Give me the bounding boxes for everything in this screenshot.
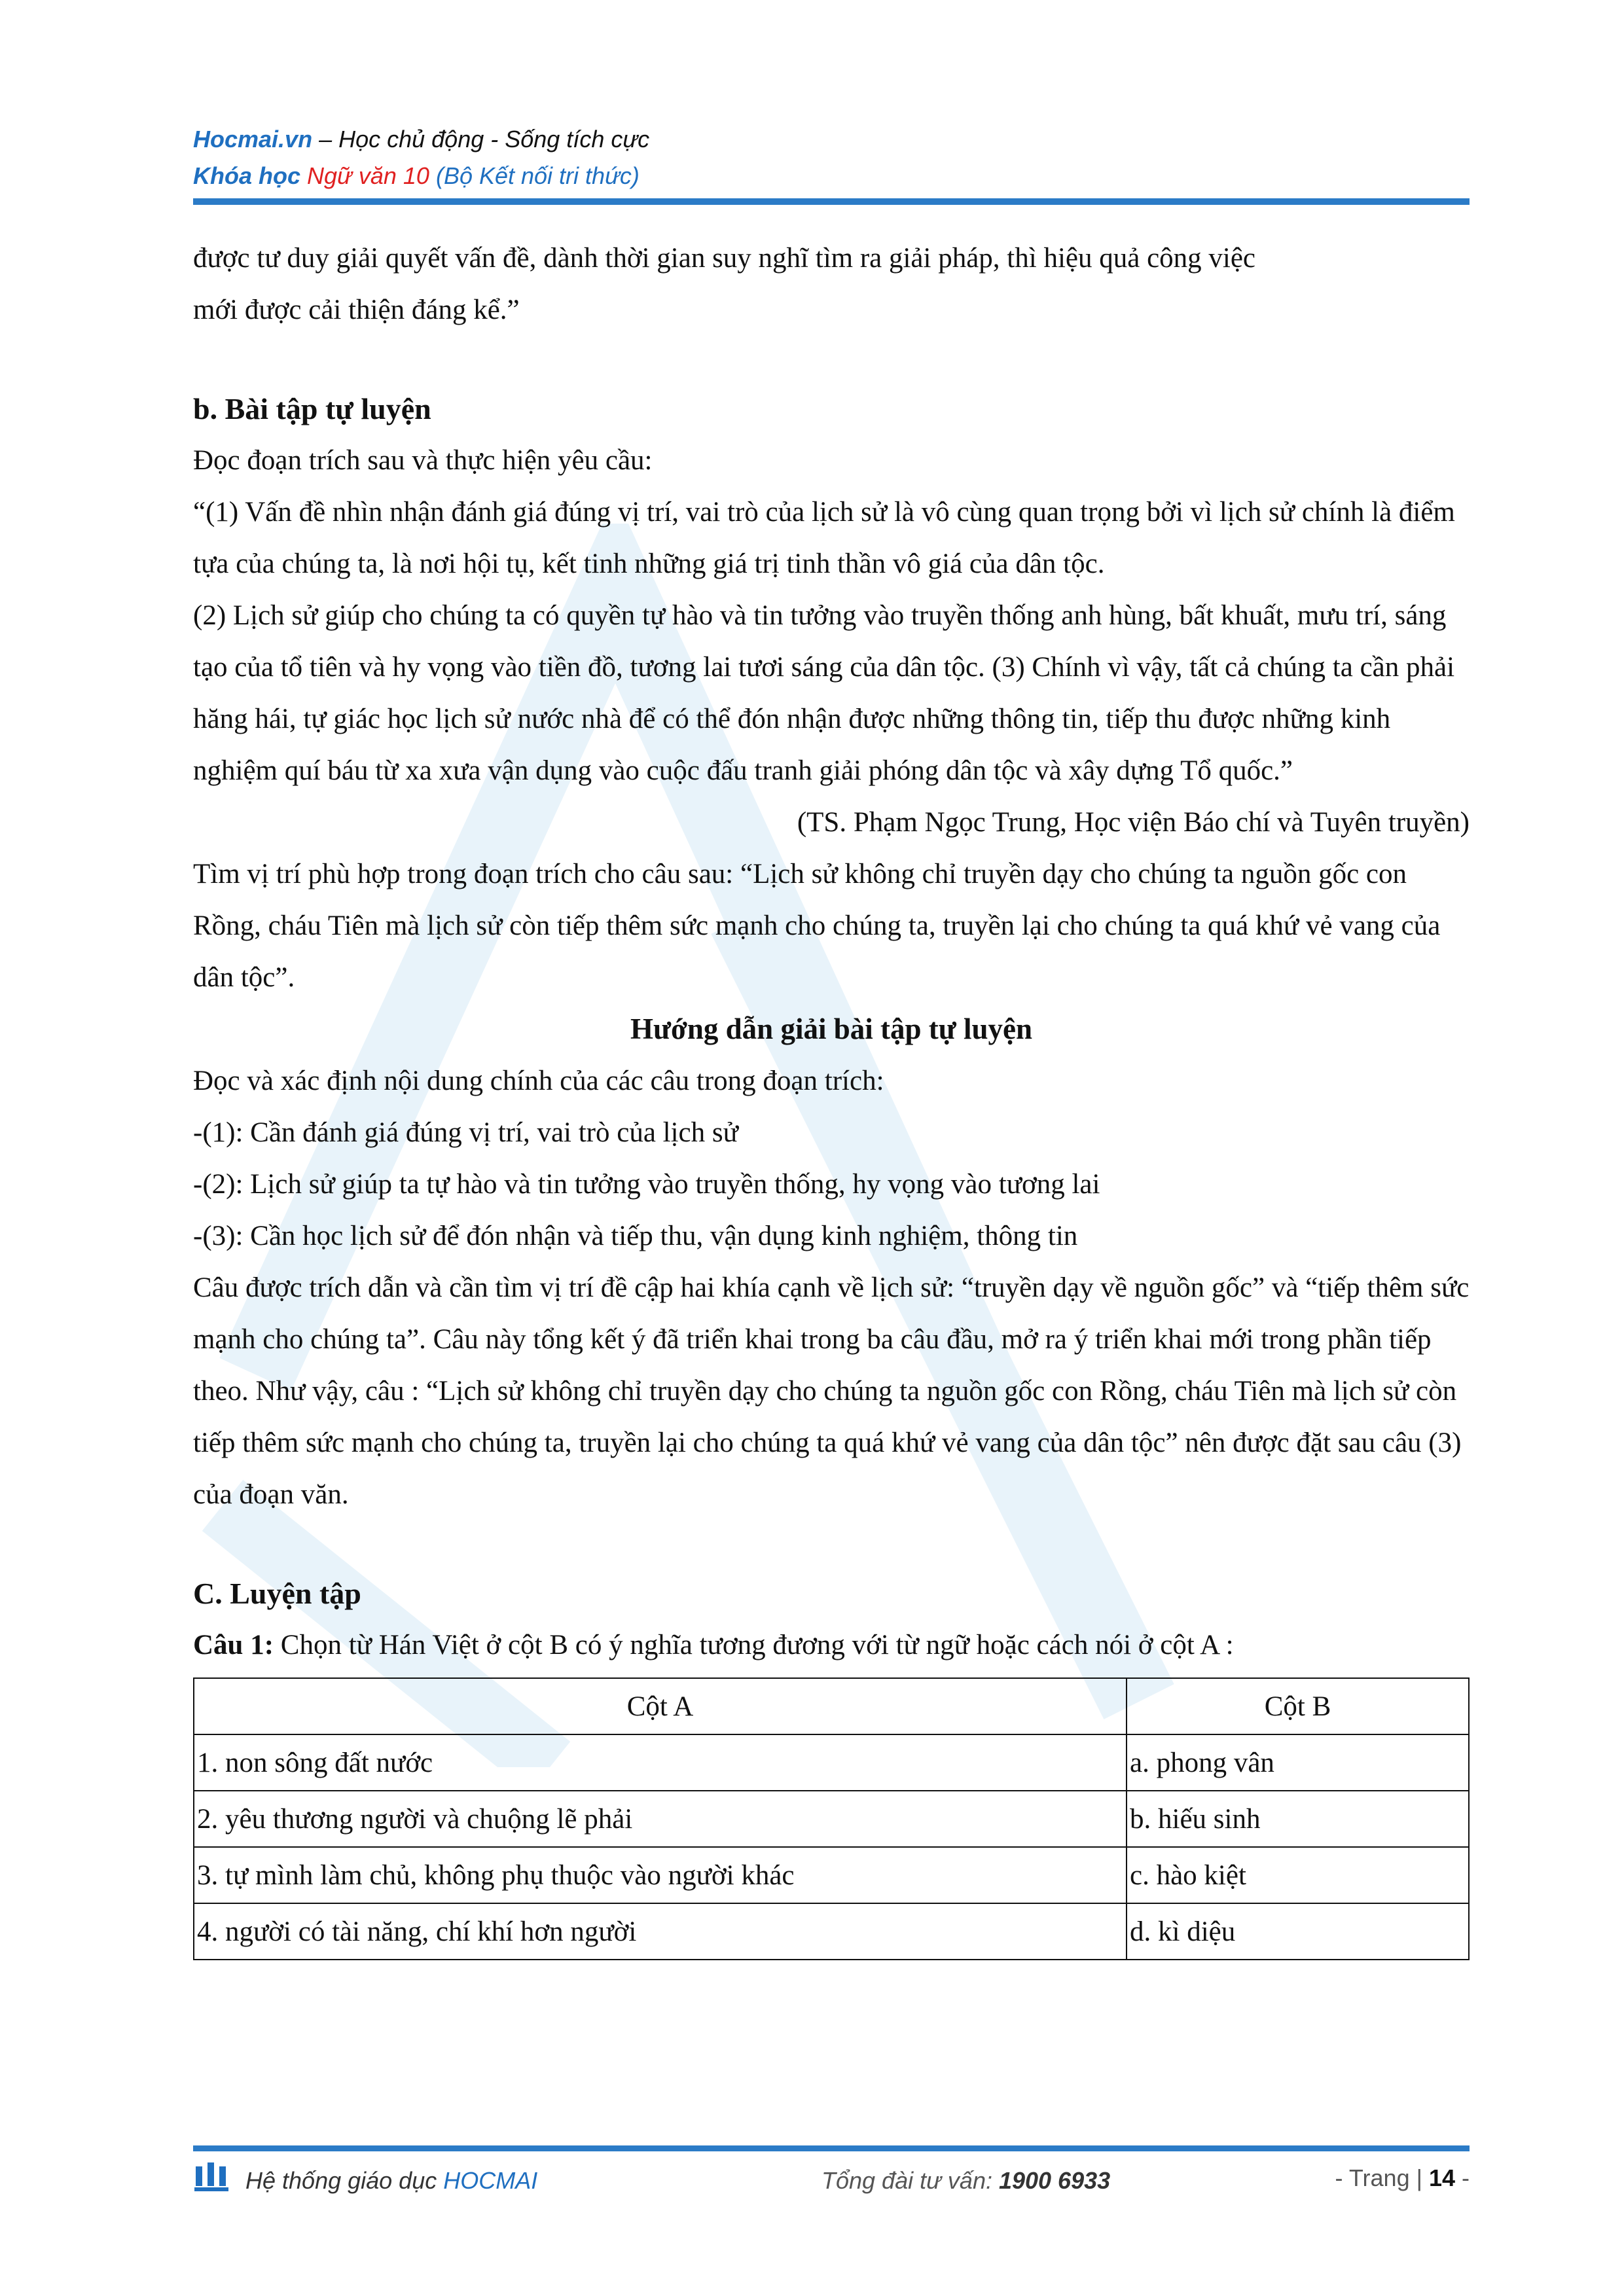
column-b-header: Cột B <box>1127 1678 1469 1734</box>
footer-hotline <box>821 2162 1110 2199</box>
cell-b: a. phong vân <box>1127 1734 1469 1791</box>
footer-hotline-number: 1900 6933 <box>998 2167 1111 2194</box>
guide-point-3: -(3): Cần học lịch sử để đón nhận và tiếp thu, vận dụng kinh nghiệm, thông tin <box>193 1221 1078 1251</box>
footer-hotline-label: Tổng đài tư vấn: <box>821 2167 999 2194</box>
course-name: Ngữ văn 10 <box>307 162 429 189</box>
page-number-value: 14 <box>1428 2164 1455 2191</box>
guide-point-1: -(1): Cần đánh giá đúng vị trí, vai trò của lịch sử <box>193 1117 738 1148</box>
header-line-course <box>193 158 1470 194</box>
page-prefix: - Trang | <box>1335 2164 1429 2191</box>
cell-a: 1. non sông đất nước <box>194 1734 1127 1791</box>
section-c-heading: C. Luyện tập <box>193 1577 361 1610</box>
cell-a: 3. tự mình làm chủ, không phụ thuộc vào người khác <box>194 1847 1127 1903</box>
page-suffix: - <box>1455 2164 1470 2191</box>
footer-system-prefix: Hệ thống giáo dục <box>245 2167 444 2194</box>
cell-b: d. kì diệu <box>1127 1903 1469 1960</box>
passage-paragraph-1: “(1) Vấn đề nhìn nhận đánh giá đúng vị trí, vai trò của lịch sử là vô cùng quan trọng bởi vì lịch sử chính là điểm tựa của chúng ta, là nơi hội tụ, kết tinh những giá trị tinh thần vô giá của dân tộc. <box>193 497 1455 579</box>
passage-source: (TS. Phạm Ngọc Trung, Học viện Báo chí và Tuyên truyền) <box>797 807 1470 838</box>
page-number <box>1335 2160 1470 2197</box>
cell-a: 2. yêu thương người và chuộng lẽ phải <box>194 1791 1127 1847</box>
question-text: Tìm vị trí phù hợp trong đoạn trích cho câu sau: “Lịch sử không chỉ truyền dạy cho chúng ta nguồn gốc con Rồng, cháu Tiên mà lịch sử còn tiếp thêm sức mạnh cho chúng ta, truyền lại cho chúng ta quá khứ vẻ vang của dân tộc”. <box>193 859 1441 993</box>
cell-a: 4. người có tài năng, chí khí hơn người <box>194 1903 1127 1960</box>
footer-system <box>245 2162 537 2199</box>
cell-b: b. hiếu sinh <box>1127 1791 1469 1847</box>
section-b-heading: b. Bài tập tự luyện <box>193 392 431 425</box>
footer-divider <box>193 2145 1470 2151</box>
header-divider <box>193 198 1470 205</box>
site-slogan: – Học chủ động - Sống tích cực <box>312 126 650 152</box>
header-line-site <box>193 121 1470 158</box>
guide-conclusion: Câu được trích dẫn và cần tìm vị trí đề cập hai khía cạnh về lịch sử: “truyền dạy về nguồn gốc” và “tiếp thêm sức mạnh cho chúng ta”. Câu này tổng kết ý đã triển khai trong ba câu đầu, mở ra ý triển khai mới trong phần tiếp theo. Như vậy, câu : “Lịch sử không chỉ truyền dạy cho chúng ta nguồn gốc con Rồng, cháu Tiên mà lịch sử còn tiếp thêm sức mạnh cho chúng ta, truyền lại cho chúng ta quá khứ vẻ vang của dân tộc” nên được đặt sau câu (3) của đoạn văn. <box>193 1272 1470 1510</box>
site-name: Hocmai.vn <box>193 126 313 152</box>
column-a-header: Cột A <box>194 1678 1127 1734</box>
course-suffix: (Bộ Kết nối tri thức) <box>429 162 640 189</box>
hocmai-logo-icon <box>193 2161 232 2194</box>
table-header-row <box>194 1678 1469 1734</box>
intro-line-1: được tư duy giải quyết vấn đề, dành thời gian suy nghĩ tìm ra giải pháp, thì hiệu quả công việc <box>193 243 1256 274</box>
page-header <box>193 121 1470 194</box>
table-row <box>194 1734 1469 1791</box>
table-row <box>194 1791 1469 1847</box>
passage-paragraph-2: (2) Lịch sử giúp cho chúng ta có quyền tự hào và tin tưởng vào truyền thống anh hùng, bất khuất, mưu trí, sáng tạo của tổ tiên và hy vọng vào tiền đồ, tương lai tươi sáng của dân tộc. (3) Chính vì vậy, tất cả chúng ta cần phải hăng hái, tự giác học lịch sử nước nhà để có thể đón nhận được những thông tin, tiếp thu được những kinh nghiệm quí báu từ xa xưa vận dụng vào cuộc đấu tranh giải phóng dân tộc và xây dựng Tổ quốc.” <box>193 600 1455 786</box>
guide-point-2: -(2): Lịch sử giúp ta tự hào và tin tưởng vào truyền thống, hy vọng vào tương lai <box>193 1169 1100 1200</box>
guide-heading: Hướng dẫn giải bài tập tự luyện <box>630 1013 1033 1045</box>
page-footer <box>193 2160 1470 2199</box>
question-1-text: Chọn từ Hán Việt ở cột B có ý nghĩa tương đương với từ ngữ hoặc cách nói ở cột A : <box>274 1630 1234 1660</box>
page-content <box>193 232 1470 1960</box>
question-1 <box>193 1619 1470 1671</box>
guide-intro: Đọc và xác định nội dung chính của các câu trong đoạn trích: <box>193 1066 884 1096</box>
question-1-label: Câu 1: <box>193 1630 274 1660</box>
table-row <box>194 1903 1469 1960</box>
instruction-text: Đọc đoạn trích sau và thực hiện yêu cầu: <box>193 445 653 476</box>
footer-system-name: HOCMAI <box>443 2167 538 2194</box>
matching-table <box>193 1677 1470 1960</box>
intro-line-2: mới được cải thiện đáng kể.” <box>193 295 520 325</box>
table-row <box>194 1847 1469 1903</box>
cell-b: c. hào kiệt <box>1127 1847 1469 1903</box>
course-prefix: Khóa học <box>193 162 308 189</box>
